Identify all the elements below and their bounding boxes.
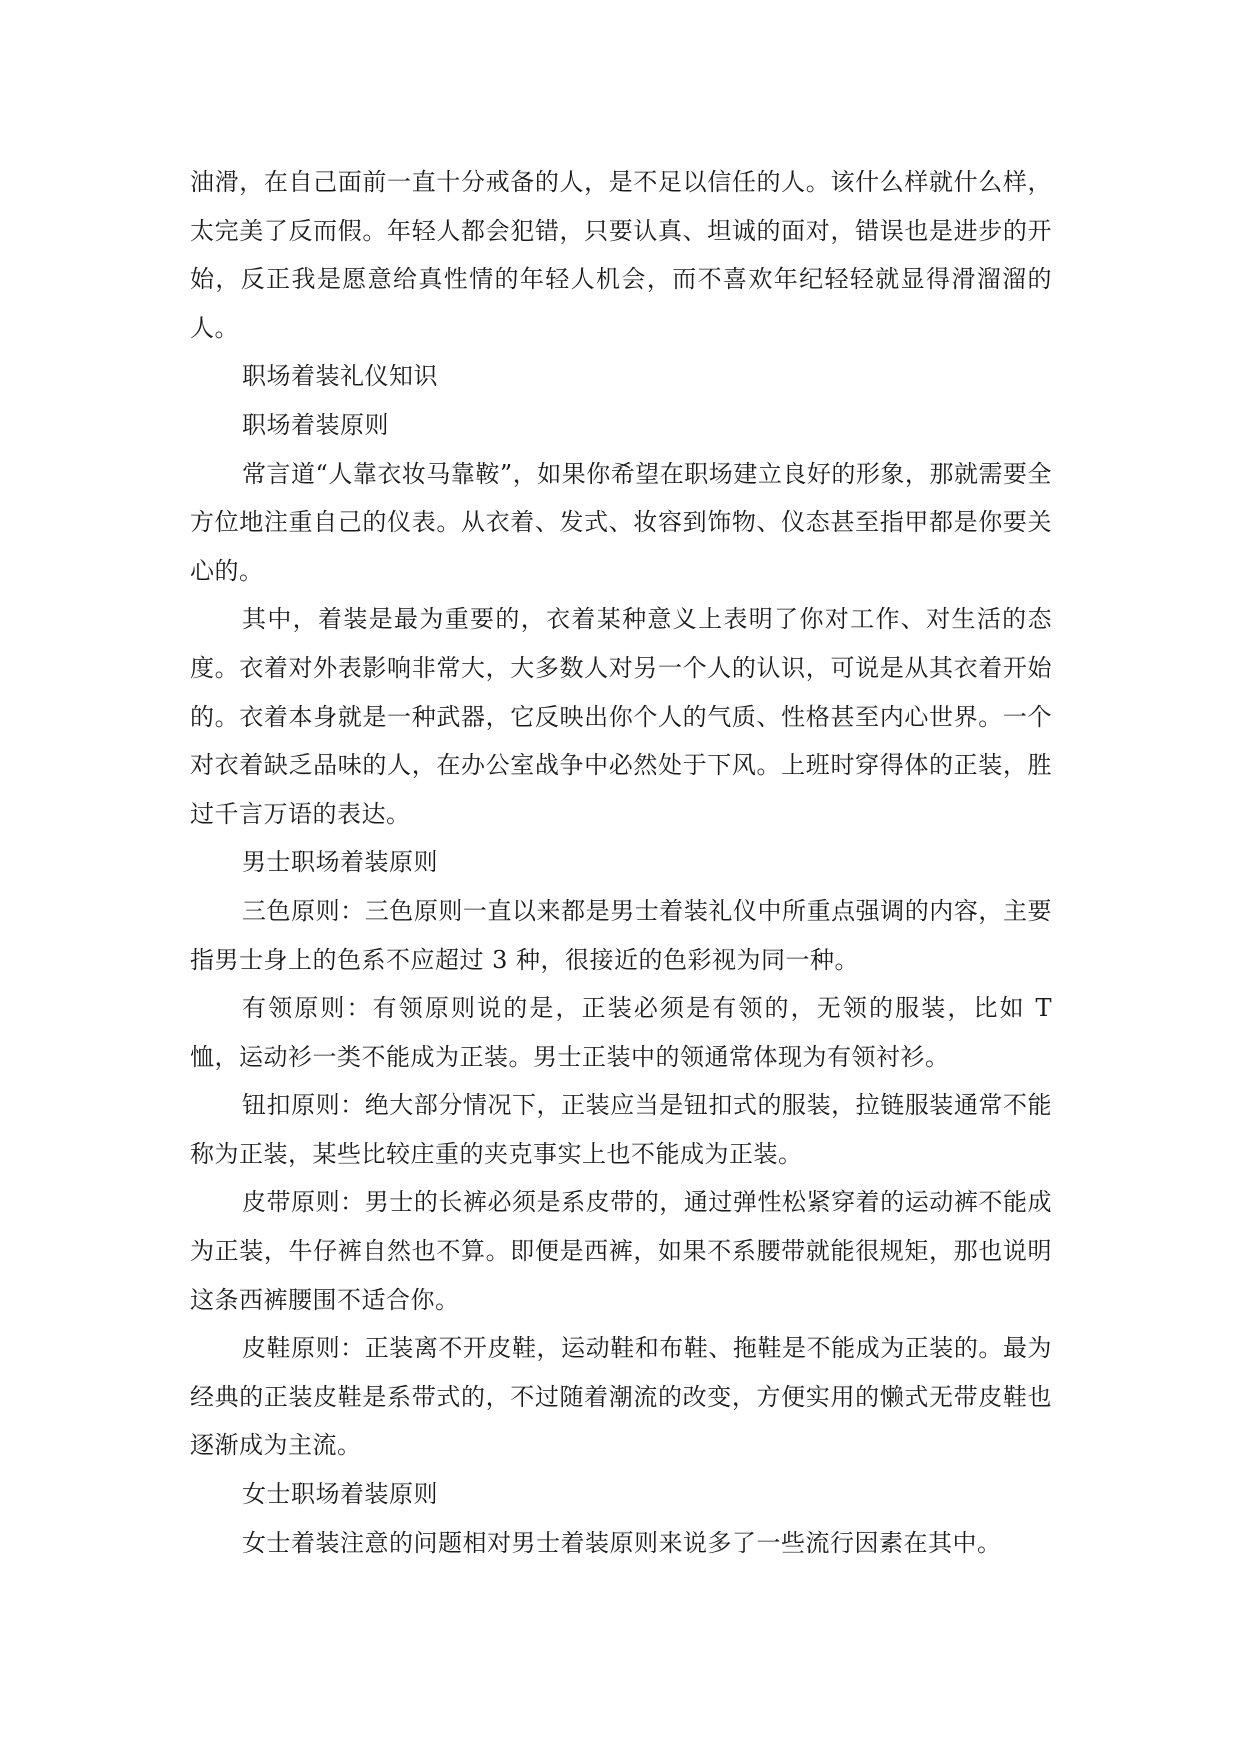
paragraph: 女士着装注意的问题相对男士着装原则来说多了一些流行因素在其中。 [242,1528,1002,1557]
paragraph: 皮鞋原则：正装离不开皮鞋，运动鞋和布鞋、拖鞋是不能成为正装的。最为经典的正装皮鞋是系带式的，不过随着潮流的改变，方便实用的懒式无带皮鞋也逐渐成为主流。 [190,1334,1052,1460]
paragraph: 皮带原则：男士的长裤必须是系皮带的，通过弹性松紧穿着的运动裤不能成为正装，牛仔裤自然也不算。即便是西裤，如果不系腰带就能很规矩，那也说明这条西裤腰围不适合你。 [190,1188,1052,1314]
section-subheading: 男士职场着装原则 [242,848,438,877]
section-subheading: 职场着装原则 [242,410,389,439]
document-body [190,158,1052,1567]
section-subheading: 女士职场着装原则 [242,1480,438,1509]
paragraph: 其中，着装是最为重要的，衣着某种意义上表明了你对工作、对生活的态度。衣着对外表影响非常大，大多数人对另一个人的认识，可说是从其衣着开始的。衣着本身就是一种武器，它反映出你个人的气质、性格甚至内心世界。一个对衣着缺乏品味的人，在办公室战争中必然处于下风。上班时穿得体的正装，胜过千言万语的表达。 [190,605,1052,828]
paragraph: 三色原则：三色原则一直以来都是男士着装礼仪中所重点强调的内容，主要指男士身上的色系不应超过 3 种，很接近的色彩视为同一种。 [190,896,1052,974]
paragraph: 有领原则：有领原则说的是，正装必须是有领的，无领的服装，比如 T 恤，运动衫一类不能成为正装。男士正装中的领通常体现为有领衬衫。 [190,994,1052,1071]
paragraph: 常言道“人靠衣妆马靠鞍”，如果你希望在职场建立良好的形象，那就需要全方位地注重自己的仪表。从衣着、发式、妆容到饰物、仪态甚至指甲都是你要关心的。 [190,459,1052,585]
paragraph: 钮扣原则：绝大部分情况下，正装应当是钮扣式的服装，拉链服装通常不能称为正装，某些比较庄重的夹克事实上也不能成为正装。 [190,1091,1052,1168]
paragraph-continuation: 油滑，在自己面前一直十分戒备的人，是不足以信任的人。该什么样就什么样，太完美了反而假。年轻人都会犯错，只要认真、坦诚的面对，错误也是进步的开始，反正我是愿意给真性情的年轻人机会，而不喜欢年纪轻轻就显得滑溜溜的人。 [190,168,1052,342]
section-heading: 职场着装礼仪知识 [242,362,438,391]
